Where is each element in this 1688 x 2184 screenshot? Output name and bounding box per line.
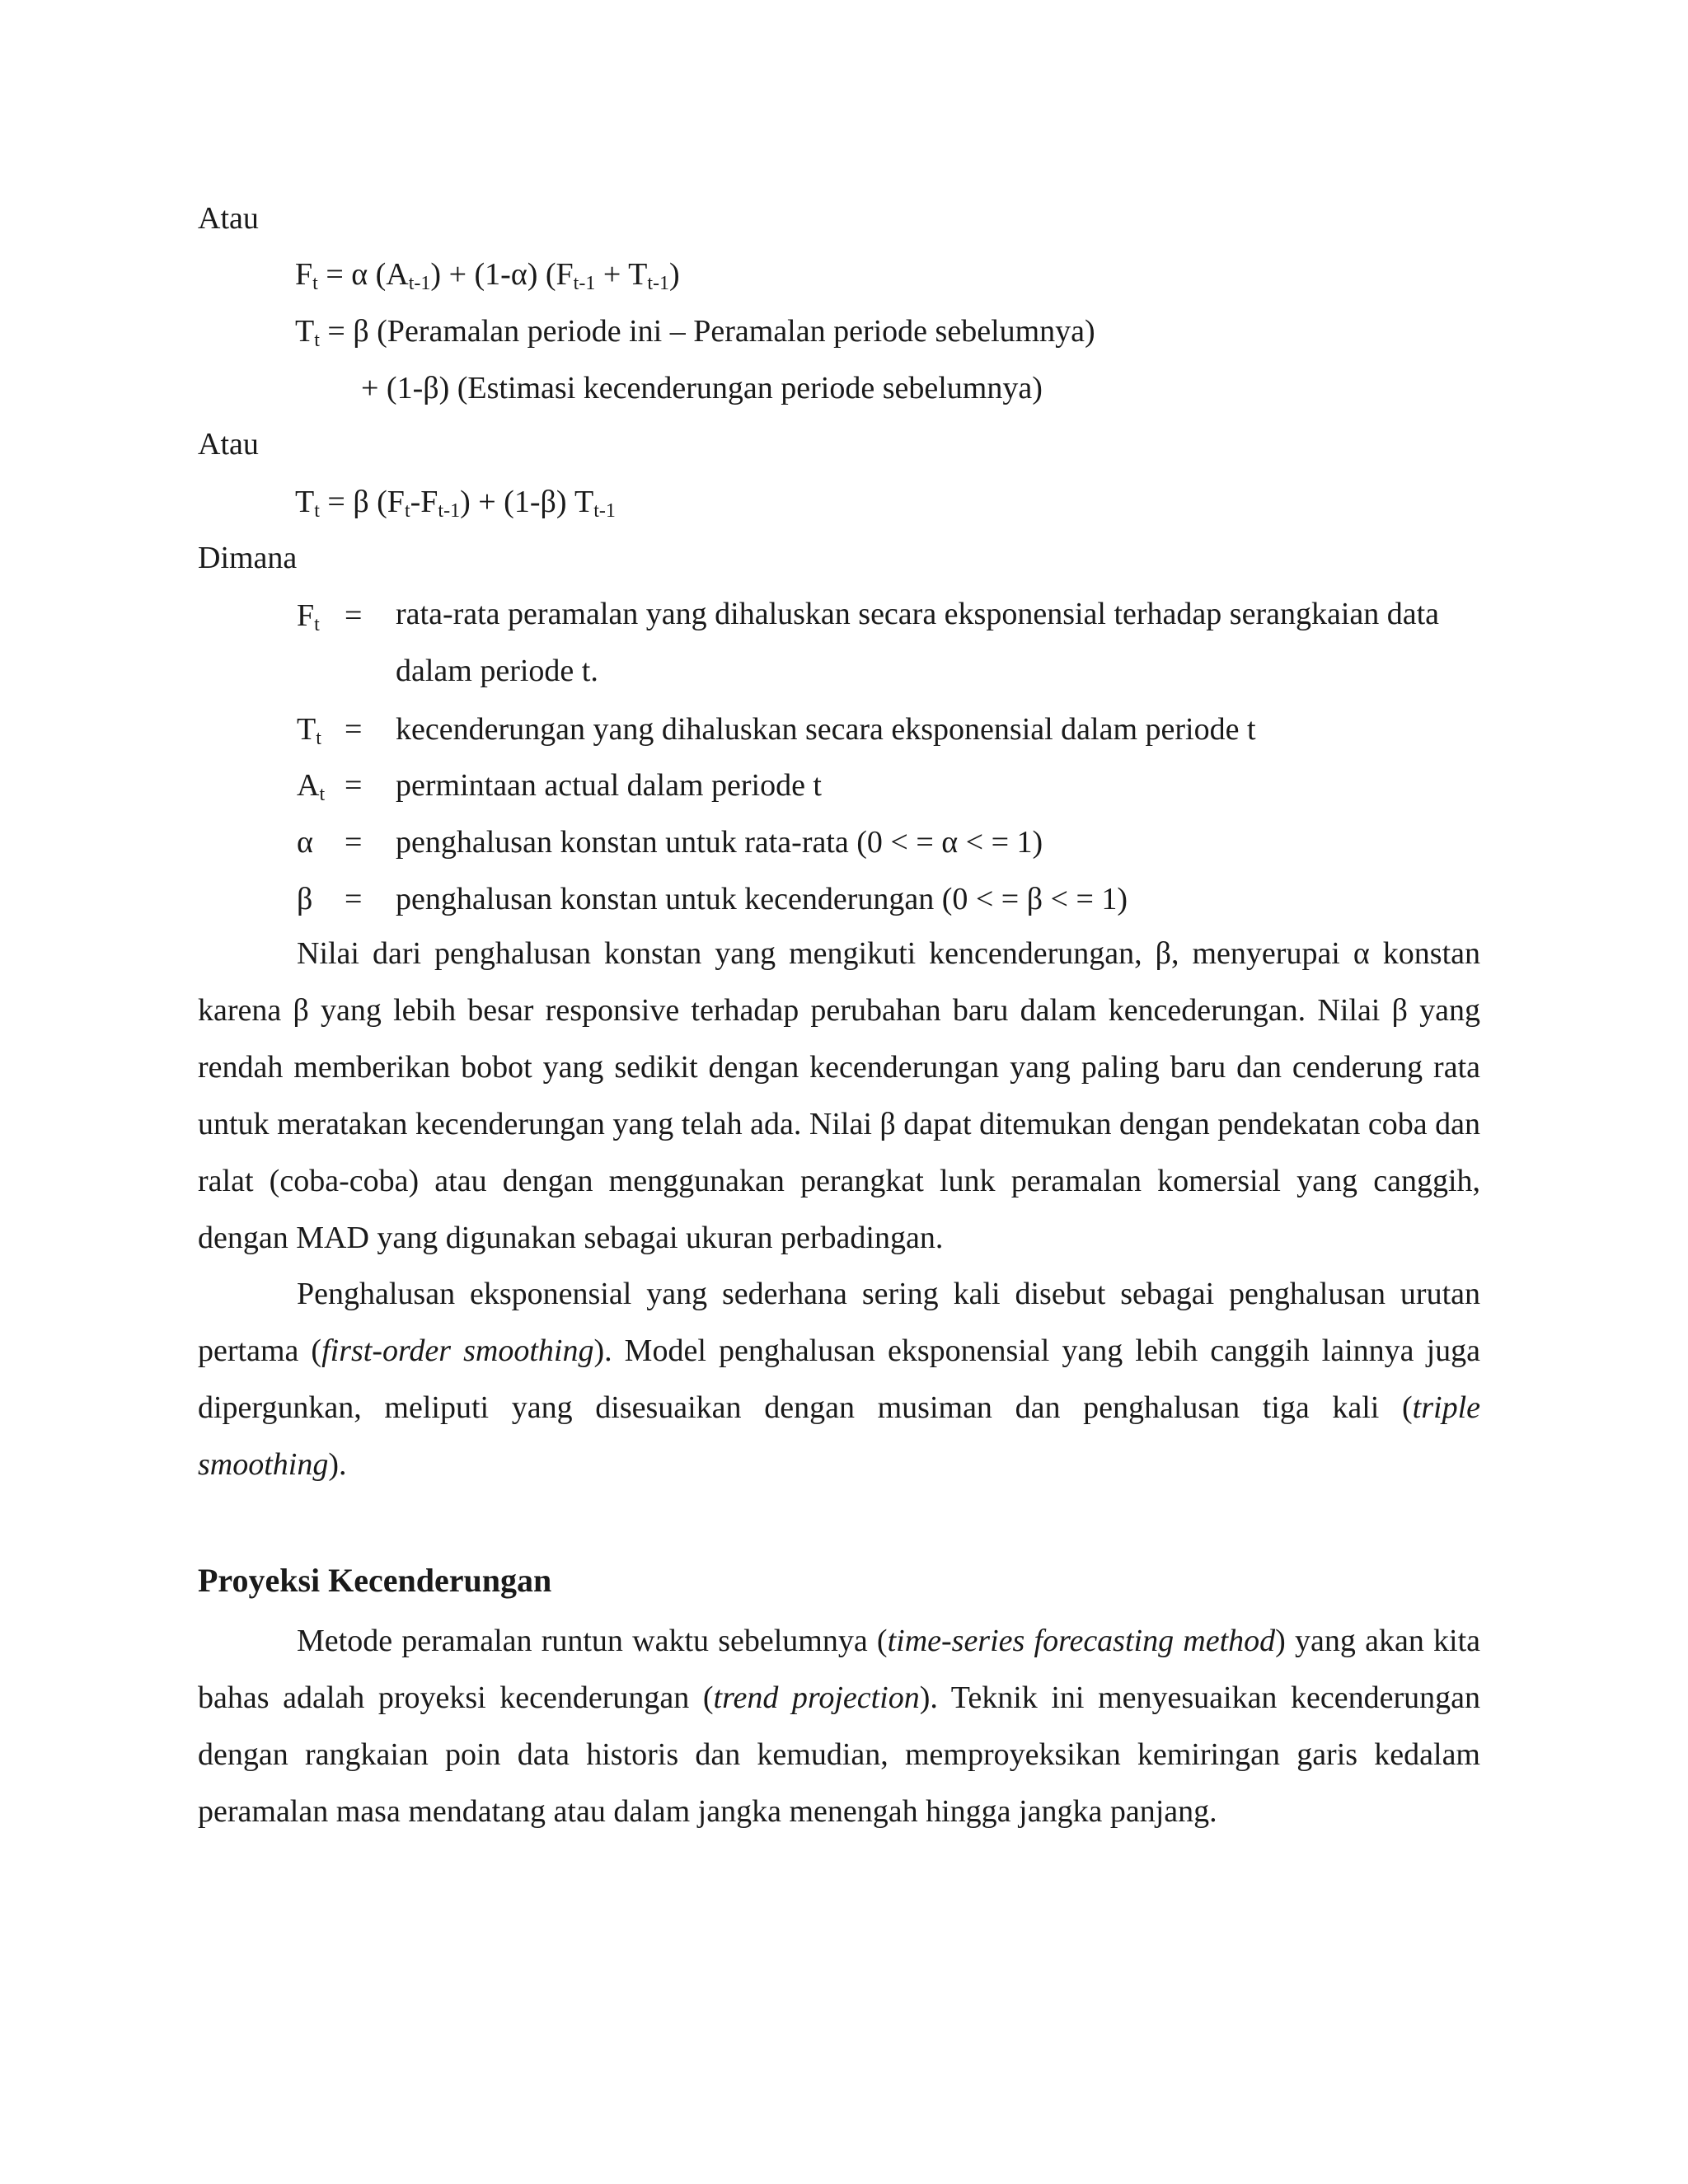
definition-equals: = xyxy=(345,768,363,803)
definition-text: permintaan actual dalam periode t xyxy=(396,768,822,803)
definition-text: penghalusan konstan untuk kecenderungan (0 < = β < = 1) xyxy=(396,882,1128,916)
formula-tt-continued: + (1-β) (Estimasi kecenderungan periode sebelumnya) xyxy=(361,371,1043,405)
definition-equals: = xyxy=(345,825,363,860)
label-dimana: Dimana xyxy=(198,541,298,575)
definition-equals: = xyxy=(345,712,363,747)
paragraph-smoothing: Penghalusan eksponensial yang sederhana sering kali disebut sebagai penghalusan urutan pertama (first-order smoothing). Model penghalusan eksponensial yang lebih canggih lainnya juga dipergunkan, meliputi yang disesuaikan dengan musiman dan penghalusan tiga kali (triple smoothing). xyxy=(198,1277,1481,1482)
formula-tt: $T_t = \beta$ (Peramalan periode ini – Peramalan periode sebelumnya) xyxy=(295,314,1095,351)
definition-text: penghalusan konstan untuk rata-rata (0 < = α < = 1) xyxy=(396,825,1043,860)
definition-symbol: $T_t$ xyxy=(297,712,321,749)
paragraph-trend-projection: Metode peramalan runtun waktu sebelumnya (time-series forecasting method) yang akan kita bahas adalah proyeksi kecenderungan (trend projection). Teknik ini menyesuaikan kecenderungan dengan rangkaian poin data historis dan kemudian, memproyeksikan kemiringan garis kedalam peramalan masa mendatang atau dalam jangka menengah hingga jangka panjang. xyxy=(198,1624,1481,1829)
definition-symbol: α xyxy=(297,825,313,860)
section-heading: Proyeksi Kecenderungan xyxy=(198,1562,552,1599)
formula-tt-short: $T_t = \beta$ $(F_t-F_{t-1}) + (1-\beta)$ $T_{t-1}$ xyxy=(295,485,616,522)
definition-equals: = xyxy=(345,598,363,633)
definition-symbol: $A_t$ xyxy=(297,768,326,805)
definition-equals: = xyxy=(345,882,363,916)
paragraph-beta-explanation: Nilai dari penghalusan konstan yang mengikuti kencenderungan, β, menyerupai α konstan karena β yang lebih besar responsive terhadap perubahan baru dalam kencederungan. Nilai β yang rendah memberikan bobot yang sedikit dengan kecenderungan yang paling baru dan cenderung rata untuk meratakan kecenderungan yang telah ada. Nilai β dapat ditemukan dengan pendekatan coba dan ralat (coba-coba) atau dengan menggunakan perangkat lunk peramalan komersial yang canggih, dengan MAD yang digunakan sebagai ukuran perbadingan. xyxy=(198,936,1480,1255)
definition-text: rata-rata peramalan yang dihaluskan secara eksponensial terhadap serangkaian data dalam periode t. xyxy=(396,597,1440,688)
formula-ft: $F_t = \alpha$ $(A_{t-1}) + (1-\alpha) (F_{t-1} + T_{t-1})$ xyxy=(295,257,680,294)
definition-symbol: $F_t$ xyxy=(297,598,320,635)
definition-text: kecenderungan yang dihaluskan secara eksponensial dalam periode t xyxy=(396,712,1256,747)
label-atau-2: Atau xyxy=(198,427,259,462)
definition-symbol: β xyxy=(297,882,313,916)
label-atau-1: Atau xyxy=(198,201,259,236)
